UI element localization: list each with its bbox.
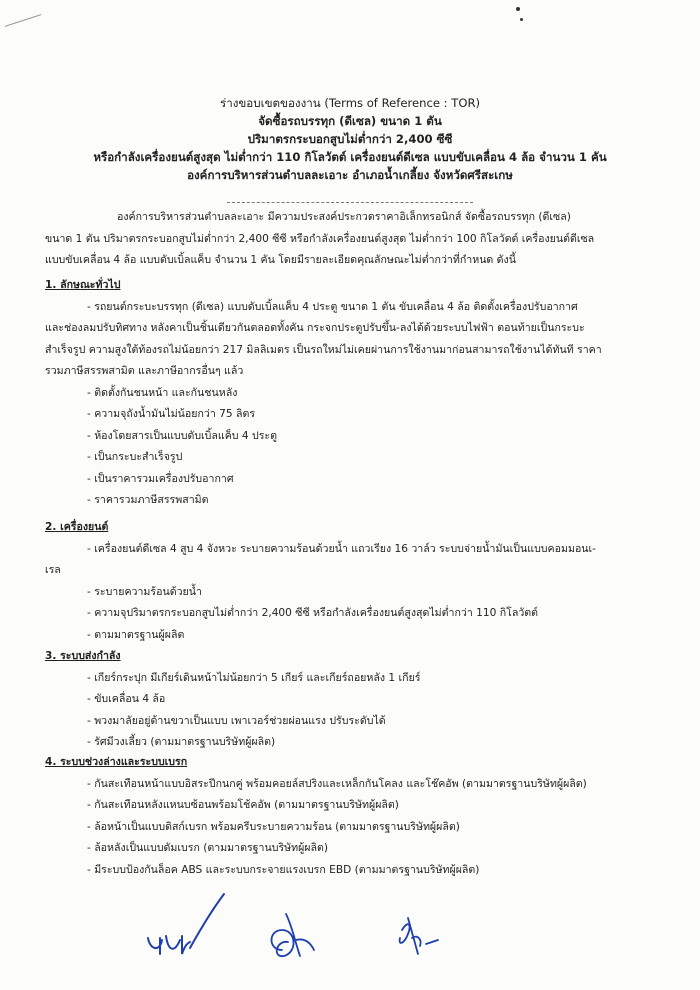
section-body-line: รวมภาษีสรรพสามิต และภาษีอากรอื่นๆ แล้ว <box>45 365 244 377</box>
signature-2-image <box>262 900 322 970</box>
section-engine <box>45 517 657 646</box>
list-item: - กันสะเทือนหลังแหนบซ้อนพร้อมโช้คอัพ (ตามมาตรฐานบริษัทผู้ผลิต) <box>87 799 399 811</box>
section-title: 1. ลักษณะทั่วไป <box>45 279 121 291</box>
section-title: 3. ระบบส่งกำลัง <box>45 650 121 662</box>
list-item: - เป็นกระบะสำเร็จรูป <box>87 451 183 463</box>
intro-line: แบบขับเคลื่อน 4 ล้อ แบบดับเบิ้ลแค็บ จำนวน 1 คัน โดยมีรายละเอียดคุณลักษณะไม่ต่ำกว่าที่กำหนด ดังนี้ <box>45 254 516 266</box>
list-item: - ล้อหน้าเป็นแบบดิสก์เบรก พร้อมครีบระบายความร้อน (ตามมาตรฐานบริษัทผู้ผลิต) <box>87 820 460 833</box>
list-item: - ความจุปริมาตรกระบอกสูบไม่ต่ำกว่า 2,400 ซีซี หรือกำลังเครื่องยนต์สูงสุดไม่ต่ำกว่า 110 กิโลวัตต์ <box>87 607 539 619</box>
list-item: - เป็นราคารวมเครื่องปรับอากาศ <box>87 472 234 485</box>
list-item: - ราคารวมภาษีสรรพสามิต <box>87 494 209 506</box>
section-suspension-brakes <box>45 752 657 881</box>
header-organization: องค์การบริหารส่วนตำบลละเอาะ อำเภอน้ำเกลี้ยง จังหวัดศรีสะเกษ <box>187 168 513 182</box>
list-item: - รัศมีวงเลี้ยว (ตามมาตรฐานบริษัทผู้ผลิต) <box>87 736 276 748</box>
list-item: - มีระบบป้องกันล็อค ABS และระบบกระจายแรงเบรก EBD (ตามมาตรฐานบริษัทผู้ผลิต) <box>87 863 480 876</box>
signature-1-image <box>140 888 240 968</box>
signature-3-image <box>388 908 448 968</box>
section-title: 4. ระบบช่วงล่างและระบบเบรก <box>45 756 188 768</box>
section-body-line: สำเร็จรูป ความสูงใต้ท้องรถไม่น้อยกว่า 217 มิลลิเมตร เป็นรถใหม่ไม่เคยผ่านการใช้งานมาก่อนสามารถใช้งานได้ทันที ราคา <box>45 343 602 356</box>
section-title: 2. เครื่องยนต์ <box>45 521 109 533</box>
header-spec-power: หรือกำลังเครื่องยนต์สูงสุด ไม่ต่ำกว่า 110 กิโลวัตต์ เครื่องยนต์ดีเซล แบบขับเคลื่อน 4 ล้อ จำนวน 1 คัน <box>93 150 607 164</box>
list-item: - ขับเคลื่อน 4 ล้อ <box>87 693 166 705</box>
intro-line: องค์การบริหารส่วนตำบลละเอาะ มีความประสงค์ประกวดราคาอิเล็กทรอนิกส์ จัดซื้อรถบรรทุก (ดีเซล) <box>117 211 571 223</box>
scan-mark <box>5 14 41 27</box>
list-item: - ติดตั้งกันชนหน้า และกันชนหลัง <box>87 386 238 399</box>
list-item: - เกียร์กระปุก มีเกียร์เดินหน้าไม่น้อยกว่า 5 เกียร์ และเกียร์ถอยหลัง 1 เกียร์ <box>87 671 421 684</box>
scan-speck <box>520 18 523 21</box>
section-transmission <box>45 646 657 754</box>
header-subject: จัดซื้อรถบรรทุก (ดีเซล) ขนาด 1 ตัน <box>258 114 442 128</box>
document-header <box>60 94 640 184</box>
list-item: - ความจุถังน้ำมันไม่น้อยกว่า 75 ลิตร <box>87 408 256 420</box>
scan-speck <box>516 7 520 11</box>
list-item: - เครื่องยนต์ดีเซล 4 สูบ 4 จังหวะ ระบายความร้อนด้วยน้ำ แถวเรียง 16 วาล์ว ระบบจ่ายน้ำมันเป็นแบบคอมมอนเ- <box>87 542 596 555</box>
section-general <box>45 275 657 512</box>
header-title: ร่างขอบเขตของงาน (Terms of Reference : TOR) <box>219 96 481 110</box>
header-divider <box>227 202 473 203</box>
intro-line: ขนาด 1 ตัน ปริมาตรกระบอกสูบไม่ต่ำกว่า 2,400 ซีซี หรือกำลังเครื่องยนต์สูงสุด ไม่ต่ำกว่า 100 กิโลวัตต์ เครื่องยนต์ดีเซล <box>45 232 595 245</box>
section-body-line: และช่องลมปรับทิศทาง หลังคาเป็นชิ้นเดียวกันตลอดทั้งคัน กระจกประตูปรับขึ้น-ลงได้ด้วยระบบไฟฟ้า ตอนท้ายเป็นกระบะ <box>45 322 585 334</box>
list-item: - ระบายความร้อนด้วยน้ำ <box>87 585 202 598</box>
list-item: - ล้อหลังเป็นแบบดัมเบรก (ตามมาตรฐานบริษัทผู้ผลิต) <box>87 842 329 854</box>
list-item: - กันสะเทือนหน้าแบบอิสระปีกนกคู่ พร้อมคอยล์สปริงและเหล็กกันโคลง และโช๊คอัพ (ตามมาตรฐานบริษัทผู้ผลิต) <box>87 777 587 790</box>
header-spec-displacement: ปริมาตรกระบอกสูบไม่ต่ำกว่า 2,400 ซีซี <box>247 132 453 146</box>
list-item: - พวงมาลัยอยู่ด้านขวาเป็นแบบ เพาเวอร์ช่วยผ่อนแรง ปรับระดับได้ <box>87 714 386 727</box>
list-item: - ห้องโดยสารเป็นแบบดับเบิ้ลแค็บ 4 ประตู <box>87 429 277 442</box>
list-item-continuation: เรล <box>45 564 61 576</box>
intro-paragraph <box>45 207 657 272</box>
section-body-line: - รถยนต์กระบะบรรทุก (ดีเซล) แบบดับเบิ้ลแค็บ 4 ประตู ขนาด 1 ตัน ขับเคลื่อน 4 ล้อ ติดตั้งเครื่องปรับอากาศ <box>87 300 578 313</box>
list-item: - ตามมาตรฐานผู้ผลิต <box>87 628 185 641</box>
